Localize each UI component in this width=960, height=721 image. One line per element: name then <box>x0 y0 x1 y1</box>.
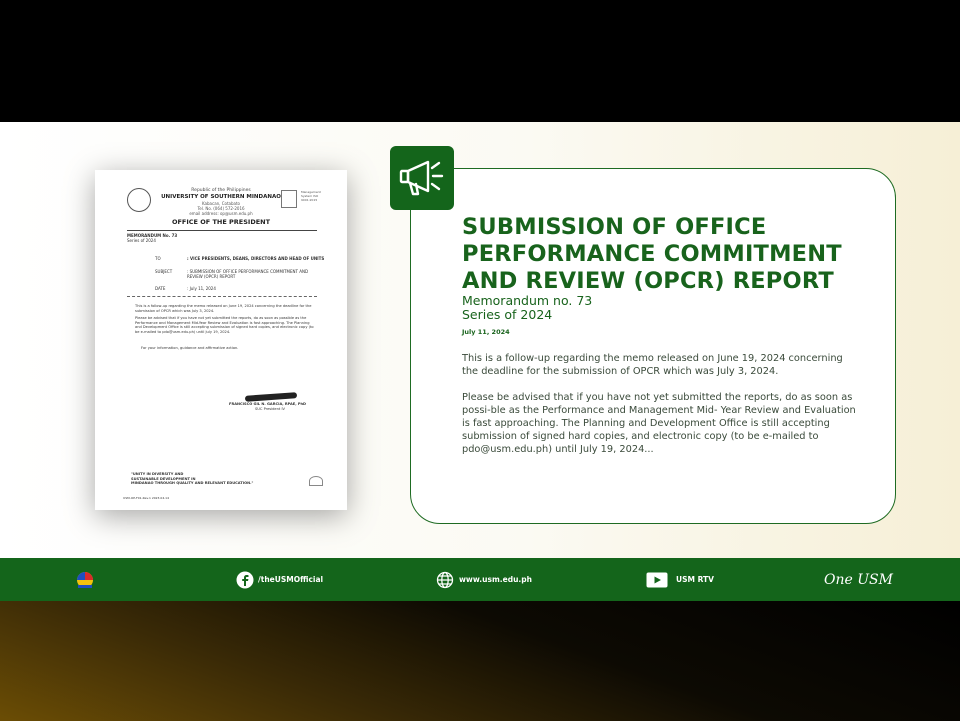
announcement-subtitle <box>462 294 762 322</box>
signature-mark <box>245 392 297 402</box>
memo-series: Series of 2024 <box>127 238 156 243</box>
memo-date-value: : July 11, 2024 <box>187 286 216 291</box>
youtube-icon <box>646 572 668 588</box>
memo-para2: Please be advised that if you have not yet submitted the reports, do as soon as possible as the Performance and Management Mid-Year Review and Evaluation is fast approaching. The Planning and Development Office is still accepting submission of signed hard copies, and electronic copy (to be e-mailed to pdo@usm.edu.ph) until July 19, 2024. <box>135 316 314 334</box>
memo-address: Kabacan, Cotabato <box>202 201 240 206</box>
memo-signatory-title: SUC President IV <box>255 407 285 411</box>
memo-dashed-rule <box>127 296 317 297</box>
facebook-label: /theUSMOfficial <box>258 575 324 584</box>
top-band <box>0 0 960 122</box>
memo-footer-code: USM-OP-F01-Rev.1 2023.04.14 <box>123 496 169 500</box>
memo-para1: This is a follow-up regarding the memo released on June 19, 2024 concerning the deadline for the submission of OPCR which was July 3, 2024. <box>135 304 312 313</box>
footer-bar <box>0 558 960 601</box>
facebook-link[interactable] <box>236 558 323 601</box>
youtube-label: USM RTV <box>676 575 714 584</box>
memo-document <box>95 170 347 510</box>
announcement-title: SUBMISSION OF OFFICE PERFORMANCE COMMITMENT AND REVIEW (OPCR) REPORT <box>462 214 842 294</box>
cert-text: Management System ISO 9001:2015 <box>301 190 321 202</box>
announcement-paragraph-1: This is a follow-up regarding the memo released on June 19, 2024 concerning the deadline for the submission of OPCR which was July 3, 2024. <box>462 353 843 377</box>
memo-signatory: FRANCISCO GIL N. GARCIA, RPAE, PhD <box>229 402 307 406</box>
memo-number-label: Memorandum no. 73 <box>462 293 593 308</box>
memo-date-label: DATE <box>155 286 166 291</box>
one-usm-signature: One USM <box>824 571 893 588</box>
motto-line3: MINDANAO THROUGH QUALITY AND RELEVANT EDUCATION." <box>131 481 254 486</box>
memo-to-label: TO <box>155 256 161 261</box>
footer-logo-icon <box>309 476 323 486</box>
facebook-icon <box>236 571 254 589</box>
bottom-band <box>0 601 960 721</box>
memo-header-line1: Republic of the Philippines <box>191 188 251 193</box>
globe-icon <box>436 571 454 589</box>
announcement-paragraph-2: Please be advised that if you have not yet submitted the reports, do as soon as possi-ble as the Performance and Management Mid- Year Review and Evaluation is fast approaching. The Planning and Development Office is still accepting submission of signed hard copies, and electronic copy (to be e-mailed to pdo@usm.edu.ph) until July 19, 2024... <box>462 392 856 455</box>
announcement-date: July 11, 2024 <box>462 328 510 336</box>
youtube-link[interactable] <box>646 558 714 601</box>
bagong-pilipinas-logo-icon <box>74 570 96 590</box>
memo-subject-value: : SUBMISSION OF OFFICE PERFORMANCE COMMITMENT AND REVIEW (OPCR) REPORT <box>187 269 309 279</box>
memo-tel: Tel. No. (064) 572-2016 <box>197 206 245 211</box>
memo-email: email address: op@usm.edu.ph <box>189 211 253 216</box>
series-label: Series of 2024 <box>462 307 553 322</box>
memo-number: MEMORANDUM No. 73 <box>127 233 178 238</box>
memo-header-line2: UNIVERSITY OF SOUTHERN MINDANAO <box>161 194 281 200</box>
memo-footer-motto <box>131 472 311 486</box>
memo-para3: For your information, guidance and affirmative action. <box>141 346 239 350</box>
motto-line1: "UNITY IN DIVERSITY AND <box>131 472 184 476</box>
megaphone-icon <box>398 156 446 200</box>
website-label: www.usm.edu.ph <box>459 575 532 584</box>
memo-rule <box>127 230 317 231</box>
memo-office: OFFICE OF THE PRESIDENT <box>171 218 271 226</box>
website-link[interactable] <box>436 558 532 601</box>
ph-seal-logo <box>74 558 96 601</box>
megaphone-badge <box>390 146 454 210</box>
motto-line2: SUSTAINABLE DEVELOPMENT IN <box>131 476 196 481</box>
announcement-body <box>462 352 858 469</box>
memo-header-line3 <box>95 201 347 216</box>
memo-subject-label: SUBJECT <box>155 269 173 274</box>
memo-to-value: : VICE PRESIDENTS, DEANS, DIRECTORS AND HEAD OF UNITS <box>187 256 325 261</box>
